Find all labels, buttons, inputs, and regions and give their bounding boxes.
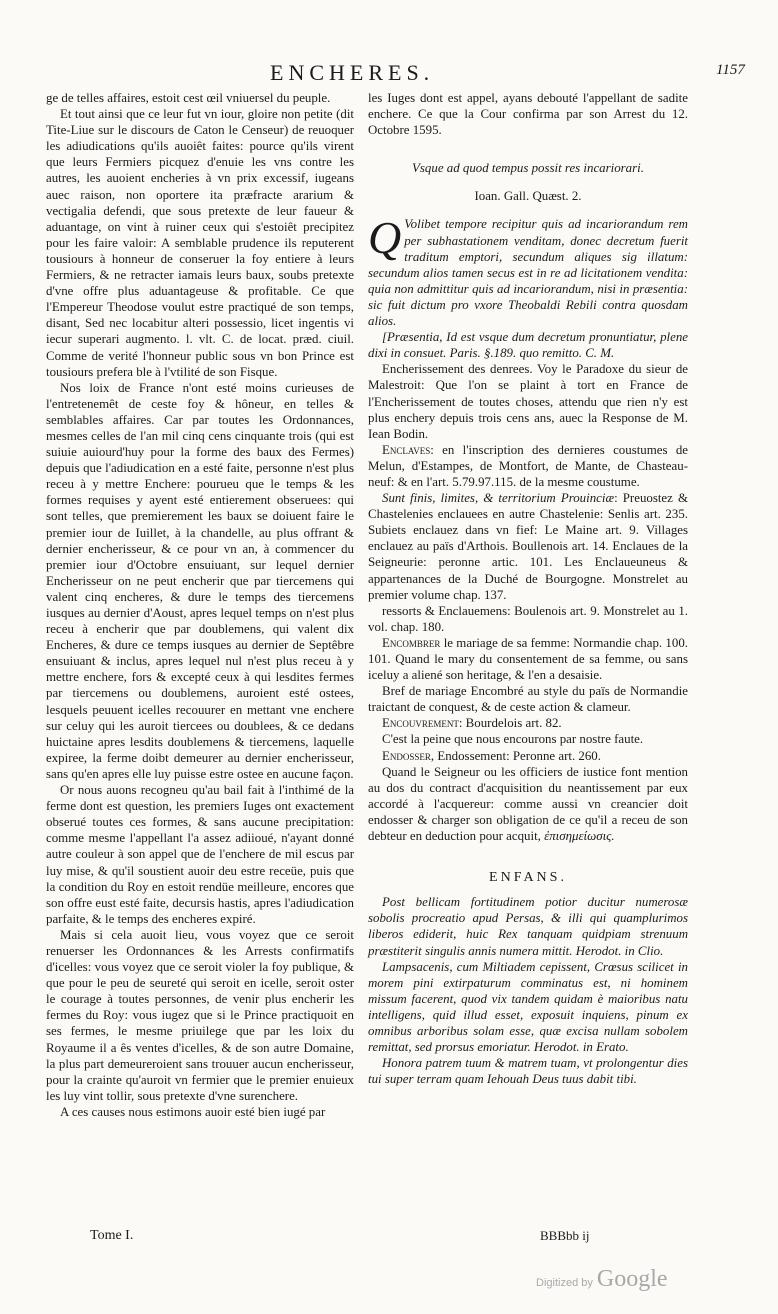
section-title-enfans: ENFANS. — [489, 870, 567, 886]
entry-encombrer: Encombrer le mariage de sa femme: Normandie chap. 100. 101. Quand le mary du consentement de sa femme, ou sans iceluy a aliené son heritage, & l'en a desaisie. — [368, 635, 688, 683]
google-logo-text: Google — [596, 1266, 668, 1292]
left-column — [46, 90, 354, 1120]
drop-cap: Q — [368, 212, 402, 264]
paragraph: Mais si cela auoit lieu, vous voyez que ce seroit renuerser les Ordonnances & les Arrests confirmatifs d'icelles: vous voyez que ce seroit violer la foy publique, & que pour le peu de seureté qui seroit en icelle, seroit oster le courage à toutes personnes, de venir plus encherir les fermes du Roy: vous iugez que si le Prince practiquoit en ses fermes, le mesme priuilege que par les loix du Royaume il a ês ventes d'icelles, & de son autre Domaine, la plus part demeureroient sans trouuer aucun encherisseur, pour la crainte qu'auroit vn fermier que le premier enuieux les luy vint tollir, sous pretexte d'vne surenchere. — [46, 927, 354, 1103]
maxim-heading: Vsque ad quod tempus possit res incariorari. — [412, 161, 644, 176]
entry-enclaves: Enclaves: en l'inscription des dernieres coustumes de Melun, d'Estampes, de Montfort, de Mante, de Chasteau-neuf: & en l'art. 5.79.97.115. de la mesme coustume. — [368, 442, 688, 489]
paragraph: Et tout ainsi que ce leur fut vn iour, gloire non petite (dit Tite-Liue sur le discours de Caton le Censeur) de reuoquer les adiudications qu'ils auoiêt faites: pource qu'ils virent que leurs Fermiers picquez d'enuie les vns contre les autres, les auoient encheries à vn prix excessif, iugeans auec raison, non oportere ita præfracte ararium & vectigalia defendi, que sous pretexte de leur faueur & aduantage, on vint à ruiner ceux qui s'estoiêt precipitez pour les faire valoir: A semblable prudence ils reputerent tousiours à honneur de conseruer la foy entiere à leurs Fermiers, & ne retracter iamais leurs baux, soubs pretexte d'vne offre plus aduantageuse & profitable. Ce que l'Empereur Theodose voulut estre practiqué de son temps, disant, Sed nec locabitur alteri possessio, licet ingentis vi iecur superari augmento. l. vlt. C. de locat. præd. ciuil. Comme de verité l'honneur public sous vn bon Prince est tousiours prefera ble à l'vtilité de son Fisque. — [46, 107, 354, 379]
entry-quand-seigneur: Quand le Seigneur ou les officiers de iustice font mention au dos du contract d'acquisition du neantissement par eux accordé à l'acquereur: comme aussi vn creancier doit endosser & charger son obligation de ce qu'il a receu de son debteur en deduction pour acquit, ἐπισημείωσις. — [368, 764, 688, 844]
entry-sunt-fines: Sunt finis, limites, & territorium Prouinciæ: Preuostez & Chastelenies enclauees en autre Chastelenie: Senlis art. 235. Subiets enclauez dans vn fief: Le Maine art. 9. Villages enclauez au païs d'Arthois. Boullenois art. 14. Enclaues de la Seigneurie: peronne artic. 101. Les Enclaueuneus & appartenances de la Duché de Bourgogne. Monstrelet au premier volume chap. 137. — [368, 491, 689, 602]
paragraph: Nos loix de France n'ont esté moins curieuses de l'entretenemêt de ceste foy & hôneur, en telles & semblables affaires. Car par toutes les Ordonnances, mesmes celles de l'an mil cinq cens cinquante trois (qui est suiuie auiourd'huy pour la forme des baux des Fermes) depuis que l'adiudication en a esté faite, personne n'est plus receu à y mettre Enchere: pourueu que le temps & les formes requises y ayent esté entierement obseruees: qui sont telles, que premierement les baux se doiuent faire le premier iour de Iuillet, à la chandelle, au plus offrant & dernier encherisseur, & ce pour vn an, à commencer du premier iour d'Octobre ensuiuant, sur lequel dernier Encherisseur on ne peut encherir que par tiercemens qui valent cinq encheres, & dure le temps des tiercemens iusques au dernier d'Aoust, apres lequel temps on n'est plus receu à encherir que par doublemens, qui valent dix Encheres, & dure ce temps iusques au dernier de Septêbre ensuiuant & inclus, apres lequel nul n'est plus receu à y mettre enchere, fors & excepté ceux à qui lesdites fermes par tiercemens ou doublemens, auroient esté ostees, lesquels peuuent icelles recouurer en mettant vne enchere sur celuy qui les auroit tiercees ou doublees, & ce dedans huictaine apres lesdits doublemens & tiercemens, laquelle expiree, la ferme doibt demeurer au dernier encherisseur, sans qu'en apres elle luy puisse estre ostee en aucune façon. — [46, 380, 354, 781]
quote-lampsacenis: Lampsacenis, cum Miltiadem cepissent, Crœsus scilicet in morem pini extirpaturum comminatus est, ni hominem missum facerent, quod vix tandem quidam è maioribus natu intelligens, quid illud esset, exposuit inquiens, pinum ex omnibus arboribus solam esse, quæ excisa nullam sobolem remittat, sed prorsus emoriatur. Herodot. in Erato. — [368, 959, 688, 1055]
quote-honora: Honora patrem tuum & matrem tuam, vt prolongentur dies tui super terram quam Iehouah Deus tuus dabit tibi. — [368, 1056, 688, 1087]
running-header-title: ENCHERES. — [270, 60, 435, 85]
entry-encherissement: Encherissement des denrees. Voy le Paradoxe du sieur de Malestroit: Que l'on se plaint à tort en France de l'Encherissement de toutes choses, attendu que rien n'y est plus enchery depuis trois cens ans, auec la Response de M. Iean Bodin. — [368, 362, 688, 441]
entry-ressorts: ressorts & Enclauemens: Boulenois art. 9. Monstrelet au 1. vol. chap. 180. — [368, 603, 688, 634]
tome-label: Tome I. — [90, 1228, 134, 1243]
digitized-watermark: Digitized by Google — [536, 1266, 668, 1292]
signature-mark: BBBbb ij — [540, 1228, 590, 1243]
entry-endosser: Endosser, Endossement: Peronne art. 260. — [382, 748, 601, 763]
quote-post-bellicam: Post bellicam fortitudinem potior ducitur numerosæ sobolis procreatio apud Persas, & illi qui quamplurimos liberos ediderit, huic Rex tanquam quidpiam strenuum præstiterit singulis annis numera mittit. Herodot. in Clio. — [368, 895, 688, 958]
greek-word: ἐπισημείωσις. — [544, 829, 615, 844]
paragraph: les Iuges dont est appel, ayans debouté l'appellant de sadite enchere. Ce que la Cour confirma par son Arrest du 12. Octobre 1595. — [368, 91, 688, 138]
paragraph: ge de telles affaires, estoit cest œil vniuersel du peuple. — [46, 91, 331, 105]
page-number: 1157 — [716, 62, 745, 78]
entry-bref: Bref de mariage Encombré au style du païs de Normandie traictant de conquest, & de ceste action & clameur. — [368, 684, 688, 715]
entry-encouvrement: Encouvrement: Bourdelois art. 82. — [382, 716, 562, 731]
source-citation: Ioan. Gall. Quæst. 2. — [474, 189, 582, 204]
entry-cest-la-peine: C'est la peine que nous encourons par nostre faute. — [382, 732, 644, 747]
paragraph: A ces causes nous estimons auoir esté bien iugé par — [60, 1104, 326, 1119]
bracket-note: [Præsentia, Id est vsque dum decretum pronuntiatur, plene dixi in consuet. Paris. §.189. quo remitto. C. M. — [368, 330, 688, 361]
latin-quote: Q Volibet tempore recipitur quis ad incariorandum rem per subhastationem venditam, donec decretum fuerit traditum emptori, secundum aliques sig illatum: secundum alios tamen secus est in re ad licitationem vendita: quia non admittitur quis ad incariorandum, nisi in præsentia: sic fuit dictum pro vxore Theobaldi Rebili contra quosdam alios. — [368, 212, 688, 329]
paragraph: Or nous auons recogneu qu'au bail fait à l'inthimé de la ferme dont est question, les premiers Iuges ont exactement obserué toutes ces formes, & sans aucune precipitation: comme mesme l'appellant l'a assez adiioué, n'ayant donné autre couleur à son appel que de l'enchere de mil escus par luy mise, & qu'il soustient auoir deu estre receüe, puis que la condition du Roy en estoit rendüe meilleure, encores que son offre eust esté faite, decursis hastis, apres l'adiudication parfaite, & le temps des encheres expiré. — [46, 783, 354, 926]
right-column — [368, 90, 688, 1087]
